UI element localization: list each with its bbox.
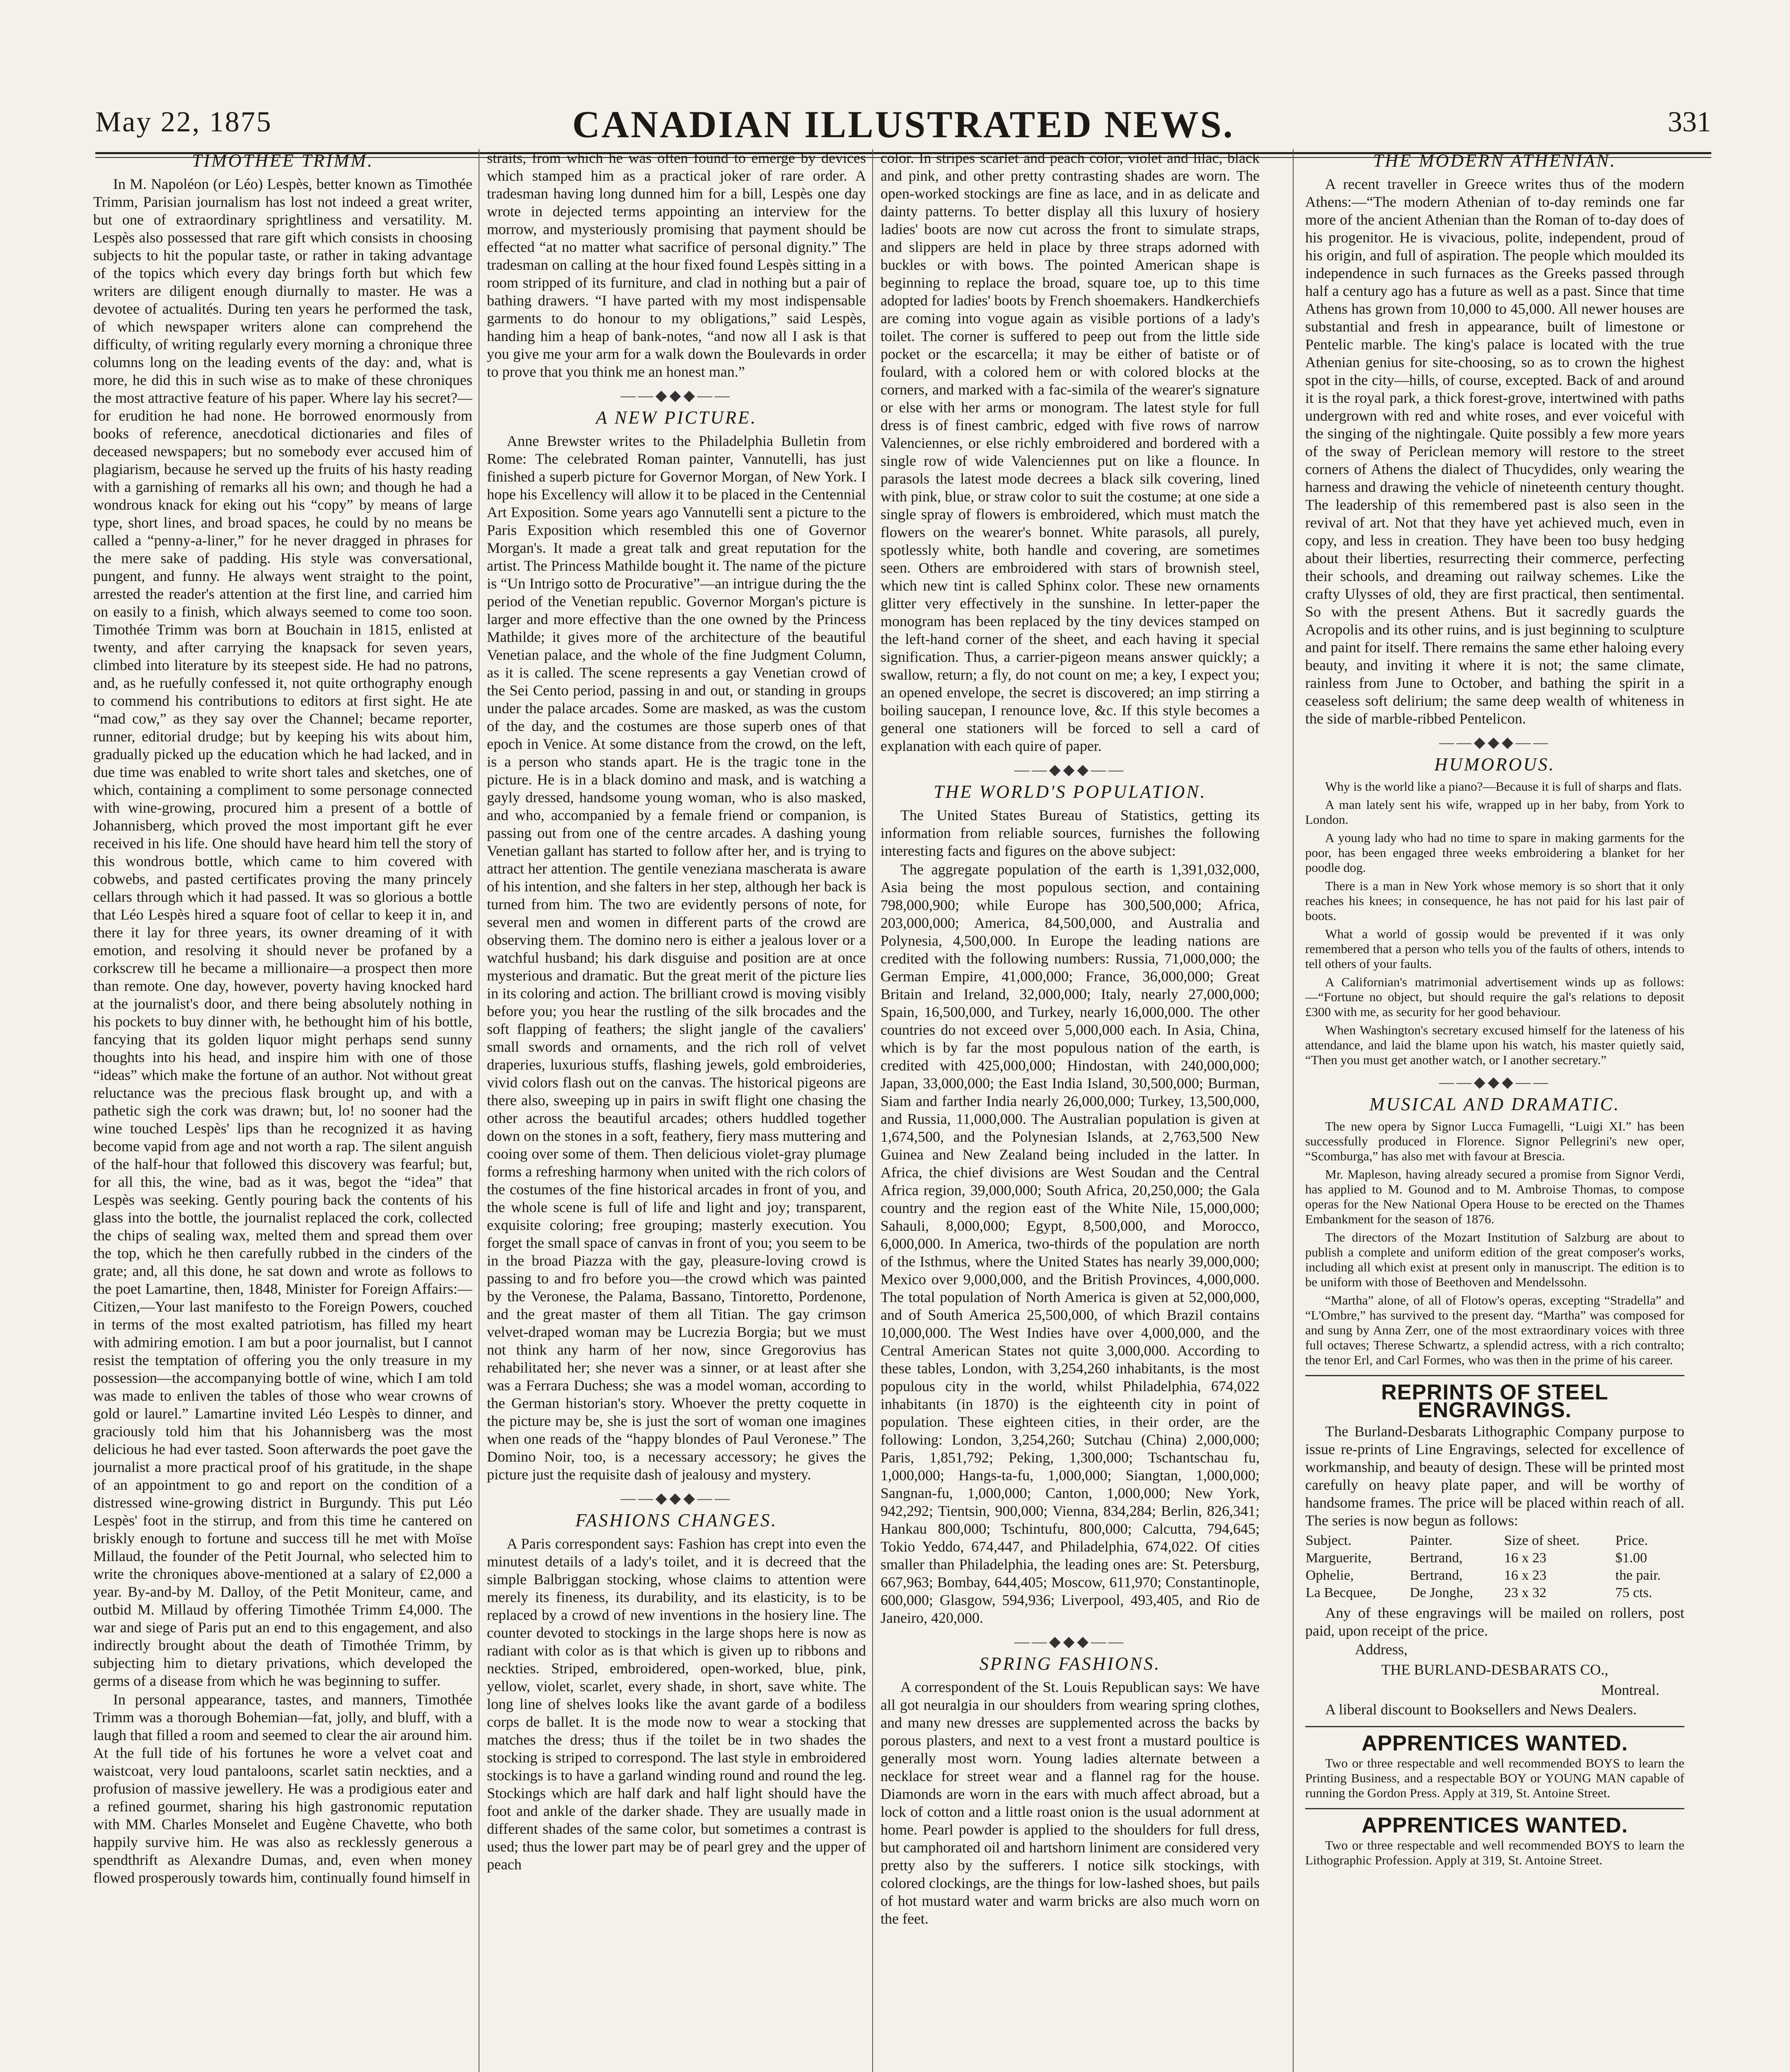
article-paragraph: A recent traveller in Greece writes thus of the modern Athens:—“The modern Athenian of to-day reminds one far more of the ancient Athenian than the Roman of to-day does of his progenitor. He is vivacious, polite, independent, proud of his origin, and full of aspiration. The people which moulded its independence in such furnaces as the Greeks passed through half a century ago has a future as well as a past. Since that time Athens has grown from 10,000 to 45,000. All newer houses are substantial and fresh in appearance, built of limestone or Pentelic marble. The king's palace is located with the true Athenian genius for site-choosing, so as to crown the highest spot in the city—hills, of course, excepted. Back of and around it is the royal park, a thick forest-grove, intertwined with paths undergrown with red and white roses, and ever voiceful with the singing of the nightingale. Quite possibly a few more years of the sway of Periclean memory will restore to the street corners of Athens the dialect of Thucydides, only wearing the harness and drawing the vehicle of nineteenth century thought. The leadership of this remembered past is also seen in the revival of art. Not that they have yet achieved much, even in copy, and less in creation. They have been too busy hedging about their liberties, resurrecting their commerce, perfecting their schools, and dreaming out railway schemes. Like the crafty Ulysses of old, they are first practical, then sentimental. So with the present Athens. But it sacredly guards the Acropolis and its other ruins, and is just beginning to sculpture and paint for itself. There remains the same ether haloing every beauty, and inviting it where it is not; the same climate, rainless from June to October, and bathing the spirit in a ceaseless soft delirium; the same deep wealth of whiteness in the side of marble-ribbed Pentelicon. (1305, 176, 1684, 727)
table-header: Painter. (1410, 1533, 1453, 1548)
divider-ornament: ——◆◆◆—— (620, 1490, 733, 1506)
table-cell: La Becquee, (1306, 1585, 1376, 1600)
ad-title: APPRENTICES WANTED. (1361, 1731, 1628, 1755)
column-3 (880, 149, 1260, 2072)
article-heading: MUSICAL AND DRAMATIC. (1369, 1094, 1621, 1114)
article-heading: THE WORLD'S POPULATION. (934, 782, 1207, 802)
ad-rule (1305, 1726, 1684, 1727)
humor-item: A young lady who had no time to spare in making garments for the poor, has been engaged three weeks embroidering a blanket for her poodle dog. (1305, 830, 1684, 875)
humor-item: A Californian's matrimonial advertisement winds up as follows:—“Fortune no object, but should require the gal's relations to deposit £300 with me, as security for her good behaviour. (1305, 975, 1684, 1019)
article-heading: FASHIONS CHANGES. (575, 1510, 778, 1530)
column-divider (1293, 149, 1294, 2072)
article-paragraph: In personal appearance, tastes, and manners, Timothée Trimm was a thorough Bohemian—fat, jolly, and bluff, with a laugh that filled a room and seemed to clear the air around him. At the full tide of his fortunes he wore a velvet coat and waistcoat, very loud pantaloons, scarlet satin neckties, and a profusion of massive jewellery. He was a prodigious eater and a refined gourmet, sharing his high gastronomic reputation with MM. Charles Monselet and Eugène Chavette, who both happily survive him. He was also as recklessly generous a spendthrift as Alexandre Dumas, and, even when money flowed prosperously towards him, continually found himself in (93, 1691, 472, 1886)
ad-text: Two or three respectable and well recommended BOYS to learn the Lithographic Profession. Apply at 319, St. Antoine Street. (1305, 1838, 1684, 1867)
article-paragraph: A Paris correspondent says: Fashion has crept into even the minutest details of a lady's toilet, and it is decreed that the simple Balbriggan stocking, whose claims to attention were merely its fineness, its durability, and its elasticity, is to be replaced by a crowd of new inventions in the hosiery line. The counter devoted to stockings in the large shops here is now as radiant with color as is that which is given up to ribbons and neckties. Striped, embroidered, open-worked, blue, pink, yellow, violet, scarlet, every shade, in short, save white. The long line of shelves looks like the avant garde of a bodiless corps de ballet. It is the mode now to wear a stocking that matches the dress; thus if the toilet be in two shades the stocking is striped to correspond. The last style in embroidered stockings is to have a garland winding round and round the leg. Stockings which are half dark and half light should have the foot and ankle of the darker shade. They are usually made in different shades of the same color, but sometimes a contrast is used; thus the lower part may be of pearl grey and the upper of peach (487, 1535, 866, 1873)
column-divider (872, 149, 873, 2072)
divider-ornament: ——◆◆◆—— (1439, 734, 1551, 750)
humor-item: When Washington's secretary excused himself for the lateness of his attendance, and laid the blame upon his watch, his master quietly said, “Then you must get another watch, or I another secretary.” (1305, 1023, 1684, 1067)
humor-item: There is a man in New York whose memory is so short that it only reaches his knees; in consequence, he has not paid for his last pair of boots. (1305, 879, 1684, 923)
music-item: Mr. Mapleson, having already secured a promise from Signor Verdi, has applied to M. Gounod and to M. Ambroise Thomas, to compose operas for the New National Opera House to be erected on the Thames Embankment for the season of 1876. (1305, 1167, 1684, 1226)
table-header: Subject. (1306, 1533, 1352, 1548)
table-cell: 23 x 32 (1504, 1585, 1547, 1600)
divider-ornament: ——◆◆◆—— (1439, 1074, 1551, 1090)
article-heading: TIMOTHEE TRIMM. (192, 150, 374, 171)
table-cell: 16 x 23 (1504, 1550, 1547, 1566)
article-paragraph: The United States Bureau of Statistics, getting its information from reliable sources, furnishes the following interesting facts and figures on the above subject: (880, 807, 1260, 859)
ad-title: APPRENTICES WANTED. (1361, 1813, 1628, 1837)
newspaper-title: CANADIAN ILLUSTRATED NEWS. (572, 103, 1234, 145)
table-cell: the pair. (1615, 1568, 1661, 1583)
divider-ornament: ——◆◆◆—— (1014, 1633, 1126, 1650)
article-paragraph: A correspondent of the St. Louis Republican says: We have all got neuralgia in our shoulders from wearing spring clothes, and many new dresses are supplemented across the backs by porous plasters, and next to a vest front a mustard poultice is generally most worn. Young ladies alternate between a necklace for street wear and a flannel rag for the house. Diamonds are worn in the ears with much affect abroad, but a lock of cotton and a little roast onion is the usual adornment at home. Pearl powder is applied to the shoulders for full dress, but camphorated oil and hartshorn liniment are considered very pretty also by the sufferers. I notice silk stockings, with colored clockings, are the things for low-lashed shoes, but pails of hot mustard water and warm bricks are also much worn on the feet. (880, 1679, 1260, 1927)
article-heading: THE MODERN ATHENIAN. (1373, 150, 1617, 171)
ad-address-label: Address, (1355, 1641, 1408, 1658)
table-cell: Bertrand, (1410, 1550, 1463, 1566)
ad-text: The Burland-Desbarats Lithographic Company purpose to issue re-prints of Line Engravings, selected for excellence of workmanship, and beauty of design. These will be printed most carefully on heavy plate paper, and will be worthy of handsome frames. The price will be placed within reach of all. The series is now begun as follows: (1305, 1423, 1684, 1529)
ad-rule (1305, 1808, 1684, 1809)
music-item: “Martha” alone, of all of Flotow's operas, excepting “Stradella” and “L'Ombre,” has survived to the present day. “Martha” was composed for and sung by Anna Zerr, one of the most extraordinary voices with three full octaves; Therese Schwartz, a splendid actress, with a rich contralto; the tenor Erl, and Carl Formes, who was then in the prime of his career. (1305, 1293, 1684, 1367)
article-paragraph: straits, from which he was often found to emerge by devices which stamped him as a practical joker of rare order. A tradesman having long dunned him for a bill, Lespès one day wrote in dejected terms appointing an interview for the morrow, and mysteriously promising that payment should be effected “at no matter what sacrifice of personal dignity.” The tradesman on calling at the hour fixed found Lespès sitting in a room stripped of its furniture, and clad in nothing but a pair of bathing drawers. “I have parted with my most indispensable garments to do honour to my obligations,” said Lespès, handing him a heap of bank-notes, “and now all I ask is that you give me your arm for a walk down the Boulevards in order to prove that you think me an honest man.” (487, 150, 866, 380)
humor-item: A man lately sent his wife, wrapped up in her baby, from York to London. (1305, 797, 1684, 827)
table-header: Price. (1615, 1533, 1648, 1548)
column-4 (1305, 149, 1684, 2072)
table-cell: 16 x 23 (1504, 1568, 1547, 1583)
table-cell: $1.00 (1615, 1550, 1647, 1566)
article-paragraph: color. In stripes scarlet and peach color, violet and lilac, black and pink, and other pretty contrasting shades are worn. The open-worked stockings are fine as lace, and in as delicate and dainty patterns. To better display all this luxury of hosiery ladies' boots are now cut across the front to simulate straps, and slippers are held in place by three straps adorned with buckles or with bows. The pointed American shape is beginning to replace the broad, square toe, up to this time adopted for ladies' boots by French shoemakers. Handkerchiefs are coming into vogue again as visible portions of a lady's toilet. The corner is suffered to peep out from the little side pocket or the escarcella; it may be either of batiste or of foulard, with a colored hem or with colored blocks at the corners, and marked with a fac-simila of the wearer's signature or else with her arms or monogram. The latest style for full dress is of finest cambric, edged with five rows of narrow Valenciennes, or else richly embroidered and bordered with a single row of wide Valenciennes put on like a flounce. In parasols the latest mode decrees a black silk covering, lined with pink, blue, or straw color to suit the costume; at one side a single spray of flowers is embroidered, which must match the flowers on the wearer's bonnet. White parasols, all purely, spotlessly white, both handle and covering, are sometimes seen. Others are embroidered with stars of brownish steel, which new tint is called Sphinx color. These new ornaments glitter very effectively in the sunshine. In letter-paper the monogram has been replaced by the tiny devices stamped on the left-hand corner of the sheet, and each having it special signification. Thus, a carrier-pigeon means answer quickly; a swallow, return; a fly, do not count on me; a key, I expect you; an opened envelope, the secret is discovered; an imp stirring a boiling saucepan, I renounce love, &c. If this style becomes a general one stationers will be forced to sell a card of explanation with each quire of paper. (880, 150, 1260, 754)
table-row (1305, 1567, 1684, 1584)
table-cell: De Jonghe, (1410, 1585, 1473, 1600)
music-item: The directors of the Mozart Institution of Salzburg are about to publish a complete and uniform edition of the great composer's works, including all which exist at present only in manuscript. The edition is to be uniform with those of Beethoven and Mendelssohn. (1305, 1230, 1684, 1289)
ad-title: REPRINTS OF STEEL ENGRAVINGS. (1381, 1380, 1609, 1422)
divider-ornament: ——◆◆◆—— (1014, 761, 1126, 778)
page-number: 331 (1668, 106, 1711, 138)
humor-item: Why is the world like a piano?—Because it is full of sharps and flats. (1325, 779, 1682, 794)
article-heading: SPRING FASHIONS. (979, 1653, 1161, 1674)
ad-text: Any of these engravings will be mailed on rollers, post paid, upon receipt of the price. (1305, 1605, 1684, 1639)
column-1 (93, 149, 472, 2072)
article-paragraph: Anne Brewster writes to the Philadelphia Bulletin from Rome: The celebrated Roman painter, Vannutelli, has just finished a superb picture for Governor Morgan, of New York. I hope his Excellency will allow it to be placed in the Centennial Art Exposition. Some years ago Vannutelli sent a picture to the Paris Exposition which resembled this one of Governor Morgan's. It made a great talk and great reputation for the artist. The Princess Mathilde bought it. The name of the picture is “Un Intrigo sotto de Procurative”—an intrigue during the the period of the Venetian republic. Governor Morgan's picture is larger and more effective than the one owned by the Princess Mathilde; it gives more of the architecture of the beautiful Venetian palace, and the whole of the fine Judgment Column, as it is called. The scene represents a gay Venetian crowd of the Sei Cento period, passing in and out, or standing in groups under the palace arcades. Some are masked, as was the custom of the day, and the costumes are those superb ones of that epoch in Venice. At some distance from the crowd, on the left, is a person who stands apart. He is the tragic tone in the picture. He is in a black domino and mask, and is watching a gayly dressed, handsome young woman, who is also masked, and who, accompanied by a female friend or companion, is passing out from one of the centre arcades. A dashing young Venetian gallant has started to follow after her, and is trying to attract her attention. The gentile veneziana mascherata is aware of his intention, and she falters in her step, although her back is turned from him. The two are evidently persons of note, for several men and women in different parts of the crowd are observing them. The domino nero is either a jealous lover or a watchful husband; his dark disguise and position are at once mysterious and dramatic. But the great merit of the picture lies in its coloring and action. The brilliant crowd is moving visibly before you; you hear the rustling of the silk brocades and the soft flapping of feathers; the slight jangle of the cavaliers' small swords and ornaments, and the rich roll of velvet draperies, luxurious stuffs, flashing jewels, gold embroideries, vivid colors flash out on the canvas. The historical pigeons are there also, sweeping up in pairs in swift flight one chasing the other across the beautiful arcades; others huddled together down on the stones in a soft, feathery, fiery mass muttering and cooing over some of them. Then delicious violet-gray plumage forms a refreshing harmony when united with the rich colors of the costumes of the fine historical arcades in front of you, and the whole scene is full of life and light and joy; transparent, exquisite coloring; free grouping; masterly execution. You forget the small space of canvas in front of you; you seem to be in the broad Piazza with the gay, pleasure-loving crowd is passing to and fro before you—the crowd which was painted by the Veronese, the Palama, Bassano, Tintoretto, Pordenone, and the great master of them all Titian. The gay crimson velvet-draped woman may be Lucrezia Borgia; but we must not think any harm of her now, since Gregorovius has rehabilitated her; she never was a sinner, or at least after she was a Ferrara Duchess; she was a model woman, according to the German historian's story. Whoever the pretty coquette in the picture may be, she is just the sort of woman one imagines when one reads of the “happy blondes of Paul Veronese.” The Domino Noir, too, is a necessary accessory; he gives the picture just the requisite dash of jealousy and mystery. (487, 433, 866, 1483)
column-2 (487, 149, 866, 2072)
table-cell: 75 cts. (1615, 1585, 1652, 1600)
divider-ornament: ——◆◆◆—— (620, 387, 733, 404)
table-row (1305, 1549, 1684, 1567)
music-item: The new opera by Signor Lucca Fumagelli, “Luigi XI.” has been successfully produced in Florence. Signor Pellegrini's new oper, “Scomburga,” has also met with favour at Brescia. (1305, 1119, 1684, 1163)
ad-text: Two or three respectable and well recommended BOYS to learn the Printing Business, and a respectable BOY or YOUNG MAN capable of running the Gordon Press. Apply at 319, St. Antoine Street. (1305, 1756, 1684, 1800)
ad-company: THE BURLAND-DESBARATS CO., (1381, 1661, 1609, 1678)
article-heading: A NEW PICTURE. (596, 407, 757, 428)
article-paragraph: The aggregate population of the earth is 1,391,032,000, Asia being the most populous section, and containing 798,000,900; while Europe has 300,500,000; Africa, 203,000,000; America, 84,500,000, and Australia and Polynesia, 4,500,000. In Europe the leading nations are credited with the following numbers: Russia, 71,000,000; the German Empire, 41,000,000; France, 36,000,000; Great Britain and Ireland, 32,000,000; Italy, nearly 27,000,000; Spain, 16,500,000, and Turkey, nearly 16,000,000. The other countries do not exceed over 5,000,000 each. In Asia, China, which is by far the most populous nation of the earth, is credited with 425,000,000; Hindostan, with 240,000,000; Japan, 33,000,000; the East India Island, 30,500,000; Burman, Siam and farther India nearly 26,000,000; Turkey, 13,500,000, and Russia, 11,000,000. The Australian population is given at 1,674,500, and the Polynesian Islands, at 2,763,500 New Guinea and New Zealand being included in the latter. In Africa, the chief divisions are West Soudan and the Central Africa region, 39,000,000; South Africa, 20,250,000; the Gala country and the region east of the White Nile, 15,000,000; Sahauli, 8,000,000; Egypt, 8,500,000, and Morocco, 6,000,000. In America, two-thirds of the population are north of the Isthmus, where the United States has nearly 39,000,000; Mexico over 9,000,000, and the British Provinces, 4,000,000. The total population of North America is given at 52,000,000, and of South America 25,500,000, of which Brazil contains 10,000,000. The West Indies have over 4,000,000, and the Central American States not quite 3,000,000. According to these tables, London, with 3,254,260 inhabitants, is the most populous city in the world, whilst Philadelphia, 674,022 inhabitants (in 1870) is the eighteenth city in point of population. These eighteen cities, in their order, are the following: London, 3,254,260; Sutchau (China) 2,000,000; Paris, 1,851,792; Peking, 1,300,000; Tschantschau fu, 1,000,000; Hangs-ta-fu, 1,000,000; Siangtan, 1,000,000; Sangnan-fu, 1,000,000; Canton, 1,000,000; New York, 942,292; Tientsin, 900,000; Vienna, 834,284; Berlin, 826,341; Hankau 800,000; Tschintufu, 800,000; Calcutta, 794,645; Tokio Yeddo, 674,447, and Philadelphia, 674,022. Of cities smaller than Philadelphia, the leading ones are: St. Petersburg, 667,963; Bombay, 644,405; Moscow, 611,970; Constantinople, 600,000; Glasgow, 594,936; Liverpool, 493,405, and Rio de Janeiro, 420,000. (880, 861, 1260, 1626)
table-header: Size of sheet. (1504, 1533, 1580, 1548)
article-heading: HUMOROUS. (1434, 754, 1555, 775)
humor-item: What a world of gossip would be prevented if it was only remembered that a person who tells you of the faults of others, intends to tell others of your faults. (1305, 927, 1684, 971)
table-header-row (1305, 1532, 1684, 1549)
ad-text: A liberal discount to Booksellers and News Dealers. (1325, 1701, 1637, 1718)
table-cell: Ophelie, (1306, 1568, 1354, 1583)
article-paragraph: In M. Napoléon (or Léo) Lespès, better known as Timothée Trimm, Parisian journalism has lost not indeed a great writer, but one of extraordinary sprightliness and versatility. M. Lespès also possessed that rare gift which consists in choosing subjects to hit the popular taste, or rather in taking advantage of the topics which every day brings forth but which few writers are diligent enough diurnally to master. He was a devotee of actualités. During ten years he performed the task, of which newspaper writers alone can comprehend the difficulty, of writing regularly every morning a chronique three columns long on the leading events of the day: and, what is more, he did this in such wise as to make of these chroniques the most attractive feature of his paper. Where lay his secret?—for erudition he had none. He borrowed enormously from books of reference, anecdotical dictionaries and files of deceased newspapers; but no somebody ever accused him of plagiarism, because he served up the fruits of his hasty reading with a garnishing of remarks all his own; and though he had a wondrous knack for eking out his “copy” by means of large type, short lines, and broad spaces, he could by no means be called a “penny-a-liner,” for he never dragged in phrases for the mere sake of padding. His style was conversational, pungent, and funny. He always went straight to the point, arrested the reader's attention at the first line, and carried him on easily to a finish, which always seemed to come too soon. Timothée Trimm was born at Bouchain in 1815, enlisted at twenty, and after carrying the knapsack for seven years, climbed into literature by its steepest side. He had no patrons, and, as he ruefully confessed it, not quite orthography enough to commend his contributions to editors at first sight. He ate “mad cow,” as they say over the Channel; became reporter, runner, editorial drudge; but by keeping his wits about him, gradually picked up the education which he had lacked, and in due time was enabled to write short tales and sketches, one of which, containing a compliment to some personage connected with wine-growing, procured him a present of a bottle of Johannisberg, which proved the most important gift he ever received in his life. One should have heard him tell the story of this wondrous bottle, which came to him covered with cobwebs, and pasted certificates proving the many princely cellars through which it had passed. It was so glorious a bottle that Léo Lespès hired a square foot of cellar to keep it in, and there it lay for three years, its owner dreaming of it with emotion, and resolving it should never be profaned by a corkscrew till he became a millionaire—a prospect then more than remote. One day, however, poverty having knocked hard at the journalist's door, and there being absolutely nothing in his pockets to buy dinner with, he bethought him of his bottle, fancying that its golden liquor might perhaps send sunny thoughts into his head, and inspire him with one of those “ideas” which make the fortune of an author. Not without great reluctance was the precious flask brought up, and with a pathetic sigh the cork was drawn; but, lo! no sooner had the wine touched Lespès' lips than he recognized it as having become vapid from age and not worth a rap. The silent anguish of the half-hour that followed this discovery was fearful; but, for all this, the wine, bad as it was, begot the “idea” that Lespès was seeking. Gently pouring back the contents of his glass into the bottle, the journalist replaced the cork, collected the chips of sealing wax, melted them and spread them over the top, which he then carefully rubbed in the cinders of the grate; and, all this done, he sat down and wrote as follows to the poet Lamartine, then, 1848, Minister for Foreign Affairs:—Citizen,—Your last manifesto to the Foreign Powers, couched in terms of the most exalted patriotism, has filled my heart with admiring emotion. I am but a poor journalist, but I cannot resist the temptation of offering you the only treasure in my possession—the accompanying bottle of wine, which I am told was made to enliven the tables of those who wear crowns of gold or laurel.” Lamartine invited Léo Lespès to dinner, and graciously told him that his Johannisberg was the most delicious he had ever tasted. Soon afterwards the poet gave the journalist a more practical proof of his gratitude, in the shape of an appointment to go and report on the condition of a distressed wine-growing district in Burgundy. This put Léo Lespès' foot in the stirrup, and from this time he cantered on briskly enough to fortune and success till he met with Moïse Millaud, the founder of the Petit Journal, who selected him to write the chroniques above-mentioned at a salary of £2,000 a year. By-and-by M. Dalloy, of the Petit Moniteur, came, and outbid M. Millaud by offering Timothée Trimm £4,000. The war and siege of Paris put an end to this engagement, and also indirectly brought about the death of Timothée Trimm, by subjecting him to dietary privations, which developed the germs of a disease from which he was beginning to suffer. (93, 176, 472, 1689)
ad-rule (1305, 1375, 1684, 1376)
ad-city: Montreal. (1601, 1682, 1659, 1698)
table-row (1305, 1584, 1684, 1602)
table-cell: Bertrand, (1410, 1568, 1463, 1583)
engravings-table (1305, 1532, 1684, 1602)
table-cell: Marguerite, (1306, 1550, 1372, 1566)
issue-date: May 22, 1875 (95, 106, 272, 138)
masthead (95, 103, 1711, 155)
